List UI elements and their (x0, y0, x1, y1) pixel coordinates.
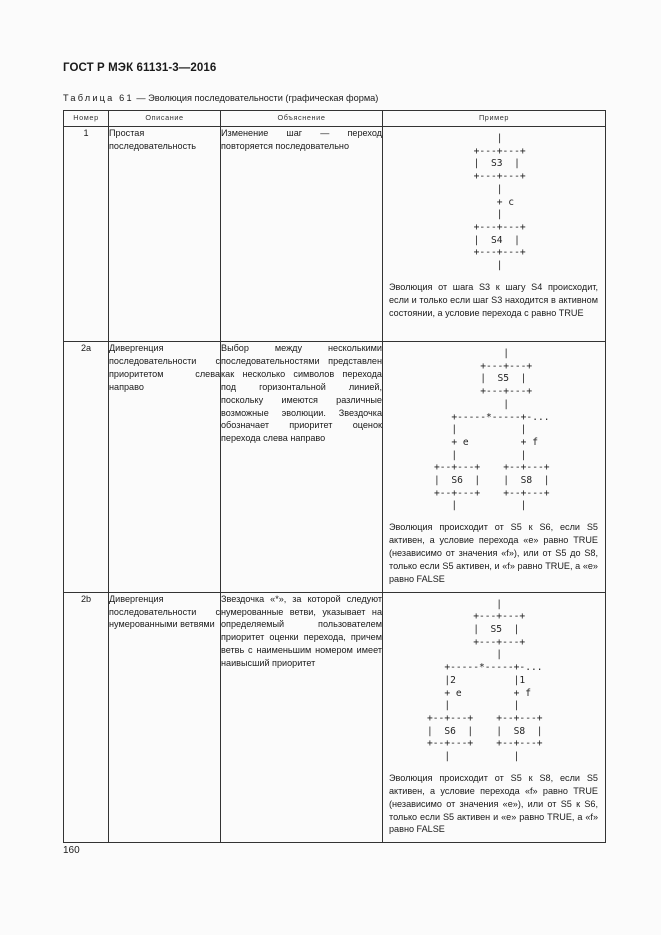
sfc-diagram: | +---+---+ | S5 | +---+---+ | +-----*-----+-... |2 |1 + e + f | | +--+---+ +--+---+ | S6 | | S8 | +--+---+ +--+---+ | | (427, 598, 543, 763)
table-caption-text: — Эволюция последовательности (графическая форма) (133, 93, 379, 103)
row-explanation: Звездочка «*», за которой следуют нумерованные ветви, указывает на определяемый пользователем приоритет оценки перехода, причем ветвь с наименьшим номером имеет наивысший приоритет (221, 592, 383, 843)
row-description: Дивергенция последовательности с нумерованными ветвями (109, 592, 221, 843)
row-example (383, 592, 606, 843)
row-description: Дивергенция последовательности с приоритетом слева направо (109, 342, 221, 593)
row-example (383, 127, 606, 342)
evolution-table (63, 110, 606, 843)
table-caption (63, 93, 378, 103)
column-header-description: Описание (109, 111, 221, 127)
row-explanation: Выбор между несколькими последовательностями представлен как несколько символов перехода под горизонтальной линией, поскольку имеются различные возможные эволюции. Звездочка обозначает приоритет оценок перехода слева направо (221, 342, 383, 593)
example-description: Эволюция происходит от S5 к S8, если S5 активен, а условие перехода «f» равно TRUE (независимо от значения «e»), или от S5 к S6, только если S5 активен и «e» равно TRUE, а «f» равно FALSE (389, 772, 598, 835)
page-number: 160 (63, 845, 80, 856)
row-example (383, 342, 606, 593)
sfc-diagram: | +---+---+ | S5 | +---+---+ | +-----*-----+-... | | + e + f | | +--+---+ +--+---+ | S6 | | S8 | +--+---+ +--+---+ | | (434, 348, 550, 512)
table-row (64, 592, 606, 843)
table-row (64, 127, 606, 342)
column-header-explanation: Объяснение (221, 111, 383, 127)
row-number: 1 (64, 127, 109, 342)
table-row (64, 342, 606, 593)
sfc-diagram: | +---+---+ | S3 | +---+---+ | + c | +---+---+ | S4 | +---+---+ | (473, 133, 526, 272)
example-description: Эволюция от шага S3 к шагу S4 происходит, если и только если шаг S3 находится в активном состоянии, а условие перехода с равно TRUE (389, 281, 598, 318)
row-number: 2a (64, 342, 109, 593)
row-number: 2b (64, 592, 109, 843)
row-description: Простая последовательность (109, 127, 221, 342)
table-caption-prefix: Таблица 61 (63, 93, 134, 103)
column-header-example: Пример (383, 111, 606, 127)
document-header: ГОСТ Р МЭК 61131-3—2016 (63, 62, 217, 74)
column-header-number: Номер (64, 111, 109, 127)
example-description: Эволюция происходит от S5 к S6, если S5 активен, а условие перехода «e» равно TRUE (независимо от значения «f»), или от S5 до S8, только если S5 активен, и «f» равно TRUE, а «e» равно FALSE (389, 522, 598, 584)
row-explanation: Изменение шаг — переход повторяется последовательно (221, 127, 383, 342)
table-header-row (64, 111, 606, 127)
